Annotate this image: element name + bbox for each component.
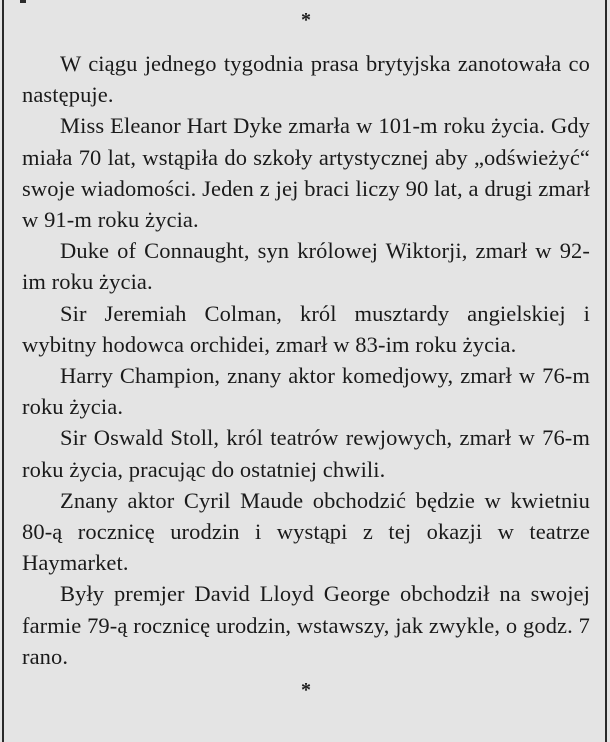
separator-asterisk-bottom: * (301, 679, 311, 702)
article-column (22, 0, 590, 700)
paragraph-lloyd-george: Były premjer David Lloyd George obchodził na swojej farmie 79-ą rocznicę urodzin, wstawszy, jak zwykle, o godz. 7 rano. (22, 581, 590, 669)
paragraph-intro: W ciągu jednego tygodnia prasa brytyjska zanotowała co następuje. (22, 51, 590, 108)
paragraph-jeremiah-colman: Sir Jeremiah Colman, król musztardy angielskiej i wybitny hodowca orchidei, zmarł w 83-im roku życia. (22, 300, 590, 357)
paragraph-eleanor-hart-dyke: Miss Eleanor Hart Dyke zmarła w 101-m roku życia. Gdy miała 70 lat, wstąpiła do szkoły artystycznej aby „odświeżyć“ swoje wiadomości. Jeden z jej braci liczy 90 lat, a drugi zmarł w 91-m roku życia. (22, 113, 590, 233)
paragraph-oswald-stoll: Sir Oswald Stoll, król teatrów rewjowych, zmarł w 76-m roku życia, pracując do ostatniej chwili. (22, 425, 590, 482)
separator-asterisk-top: * (301, 9, 311, 31)
column-rule-right (605, 0, 607, 742)
paragraph-duke-of-connaught: Duke of Connaught, syn królowej Wiktorji, zmarł w 92-im roku życia. (22, 238, 590, 295)
paragraph-cyril-maude: Znany aktor Cyril Maude obchodzić będzie w kwietniu 80-ą rocznicę urodzin i wystąpi z tej okazji w teatrze Haymarket. (22, 487, 590, 576)
column-rule-left (2, 0, 4, 742)
paragraph-harry-champion: Harry Champion, znany aktor komedjowy, zmarł w 76-m roku życia. (22, 363, 590, 420)
